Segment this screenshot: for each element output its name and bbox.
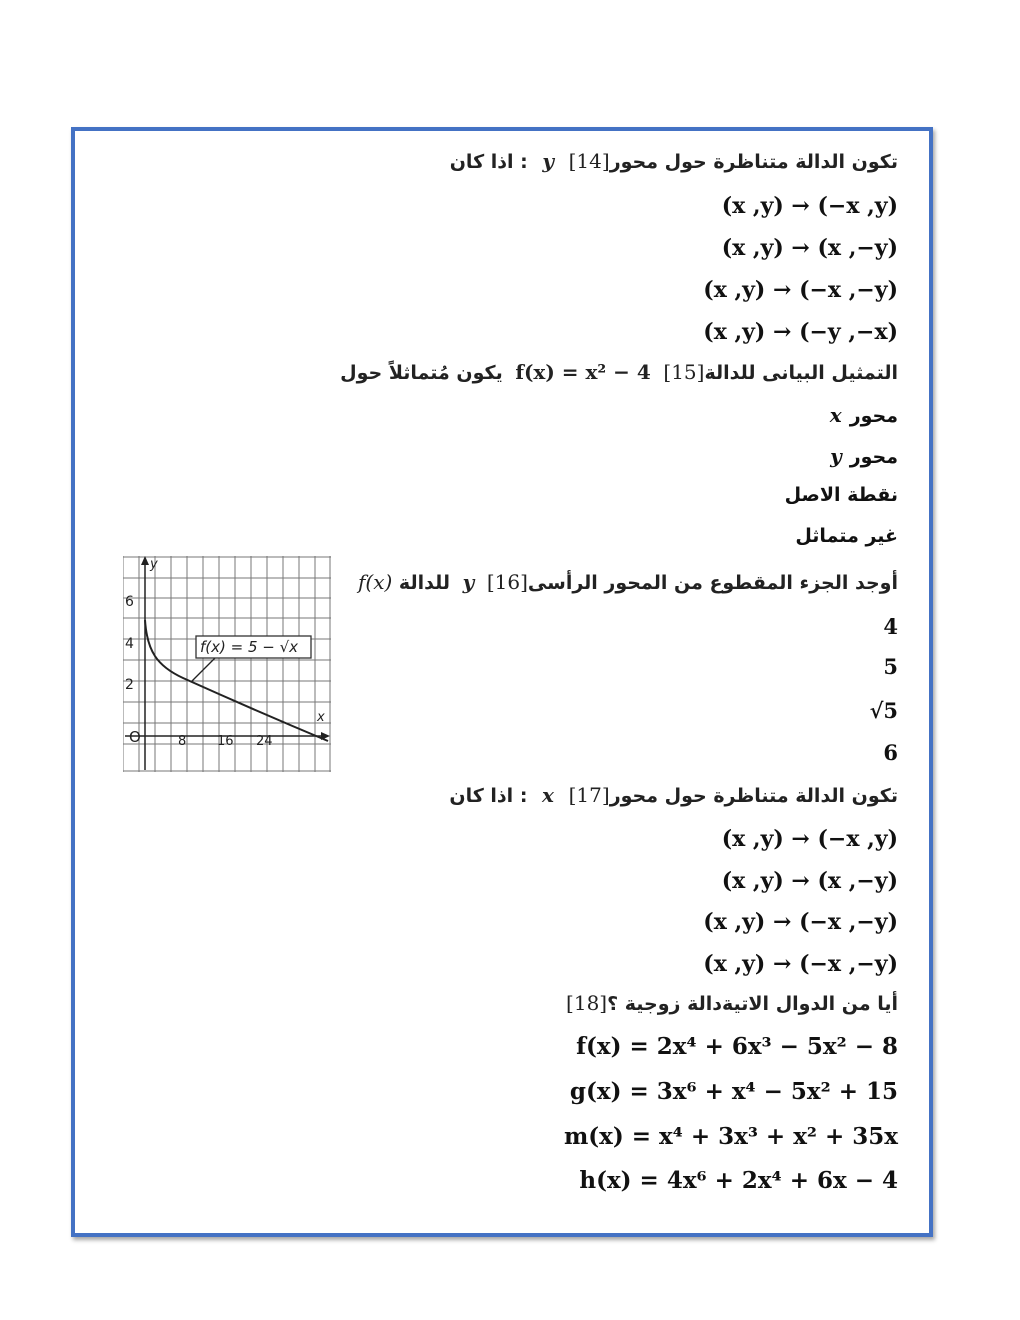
q15-question	[340, 362, 898, 383]
q16-func: f(x)	[358, 570, 393, 594]
q17-question	[449, 785, 898, 806]
q16-option-a[interactable]: 4	[883, 614, 898, 639]
q14-option-a[interactable]: (x ,y) → (−x ,y)	[721, 193, 898, 219]
x-tick-8: 8	[178, 734, 187, 749]
q18-option-d[interactable]: h(x) = 4x⁶ + 2x⁴ + 6x − 4	[579, 1167, 898, 1194]
q16-suffix: للدالة	[398, 572, 450, 594]
q14-option-d[interactable]: (x ,y) → (−y ,−x)	[703, 319, 898, 345]
q17-axis: x	[542, 783, 554, 807]
q17-option-b[interactable]: (x ,y) → (x ,−y)	[721, 868, 898, 894]
q15-text-before: التمثيل البيانى للدالة	[704, 362, 898, 384]
q15-option-c[interactable]: نقطة الاصل	[784, 484, 898, 506]
q16-number: [16]	[486, 570, 528, 594]
y-tick-6: 6	[125, 594, 134, 610]
q18-question	[566, 993, 898, 1014]
x-tick-16: 16	[217, 734, 234, 749]
q16-option-c[interactable]: √5	[869, 698, 898, 723]
x-axis-label: x	[317, 710, 325, 725]
q17-text: تكون الدالة متناظرة حول محور	[609, 785, 898, 807]
q15-text-after: يكون مُتماثلاً حول	[340, 362, 503, 384]
q18-text: أيا من الدوال الاتيةدالة زوجية ؟	[607, 993, 898, 1015]
q16-option-b[interactable]: 5	[883, 654, 898, 679]
q17-number: [17]	[568, 783, 610, 807]
origin-label: O	[129, 728, 141, 746]
q14-number: [14]	[568, 149, 610, 173]
q17-option-c[interactable]: (x ,y) → (−x ,−y)	[703, 909, 898, 935]
q15-option-b-label: محور	[849, 446, 898, 468]
q15-option-b-var: y	[830, 444, 842, 468]
q16-question	[358, 572, 898, 593]
function-graph	[123, 556, 331, 772]
function-label: f(x) = 5 − √x	[200, 638, 299, 656]
q17-suffix: اذا كان :	[449, 785, 528, 807]
q15-option-a-label: محور	[849, 405, 898, 427]
q15-option-b[interactable]	[830, 446, 898, 467]
q14-suffix: اذا كان :	[449, 151, 528, 173]
q14-axis: y	[542, 149, 554, 173]
q14-option-c[interactable]: (x ,y) → (−x ,−y)	[703, 277, 898, 303]
y-tick-4: 4	[125, 636, 134, 652]
q17-option-a[interactable]: (x ,y) → (−x ,y)	[721, 826, 898, 852]
q15-option-d[interactable]: غير متماثل	[795, 525, 898, 547]
x-tick-24: 24	[256, 734, 273, 749]
q14-option-b[interactable]: (x ,y) → (x ,−y)	[721, 235, 898, 261]
q15-number: [15]	[663, 360, 705, 384]
q16-axis: y	[462, 570, 475, 594]
q15-function: f(x) = x² − 4	[515, 360, 651, 384]
q18-number: [18]	[566, 991, 608, 1015]
q15-option-a-var: x	[829, 403, 842, 427]
q16-text: أوجد الجزء المقطوع من المحور الرأسى	[527, 572, 898, 594]
q16-option-d[interactable]: 6	[883, 740, 898, 765]
q17-option-d[interactable]: (x ,y) → (−x ,−y)	[703, 951, 898, 977]
y-axis-label: y	[150, 557, 158, 572]
q15-option-a[interactable]	[830, 405, 898, 426]
q18-option-b[interactable]: g(x) = 3x⁶ + x⁴ − 5x² + 15	[569, 1078, 898, 1105]
q14-question	[450, 151, 898, 172]
q14-text: تكون الدالة متناظرة حول محور	[609, 151, 898, 173]
y-tick-2: 2	[125, 677, 134, 693]
q18-option-a[interactable]: f(x) = 2x⁴ + 6x³ − 5x² − 8	[576, 1033, 898, 1060]
q18-option-c[interactable]: m(x) = x⁴ + 3x³ + x² + 35x	[563, 1123, 898, 1150]
